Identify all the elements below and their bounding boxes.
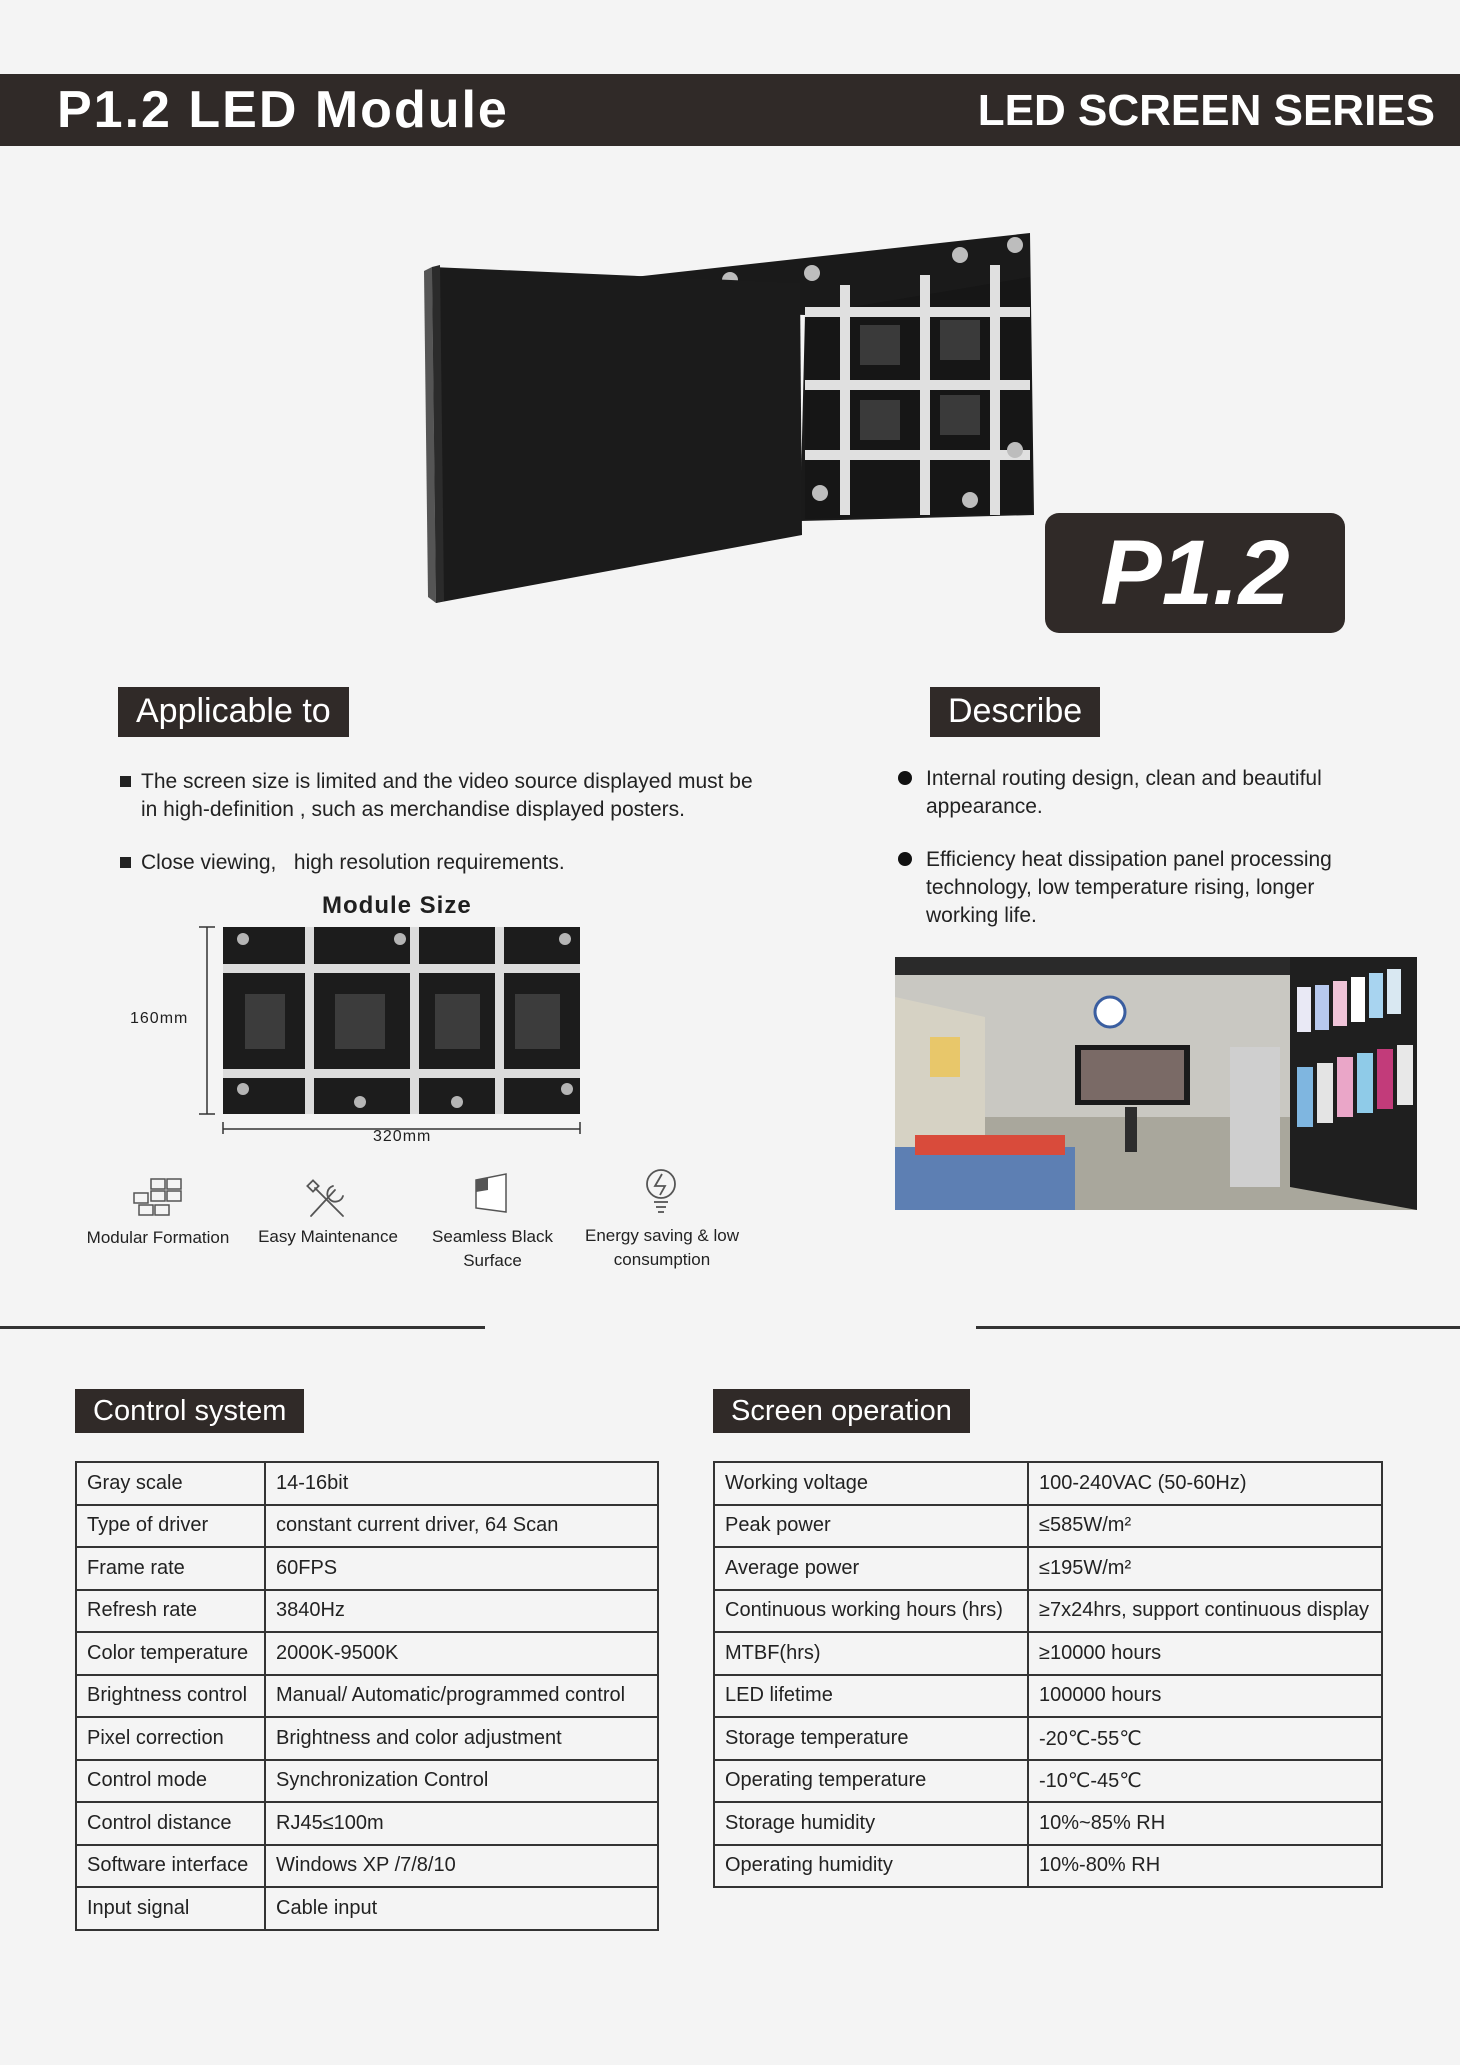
module-size-diagram	[195, 924, 595, 1134]
led-module-hero-image	[420, 225, 1040, 615]
spec-label: Storage humidity	[714, 1802, 1028, 1845]
spec-label: Peak power	[714, 1505, 1028, 1548]
spec-value: Manual/ Automatic/programmed control	[265, 1675, 658, 1718]
table-row	[714, 1462, 1382, 1505]
table-row	[76, 1590, 658, 1633]
spec-value: 10%~85% RH	[1028, 1802, 1382, 1845]
spec-value: 100-240VAC (50-60Hz)	[1028, 1462, 1382, 1505]
describe-heading: Describe	[930, 687, 1100, 737]
applicable-item-1: The screen size is limited and the video source displayed must be in high-definition , such as merchandise displayed posters.	[141, 770, 753, 821]
divider-right	[976, 1326, 1460, 1329]
spec-value: Brightness and color adjustment	[265, 1717, 658, 1760]
describe-item-1: Internal routing design, clean and beautiful appearance.	[926, 767, 1322, 818]
table-row	[76, 1760, 658, 1803]
applicable-item-2: Close viewing, high resolution requirements.	[141, 851, 565, 874]
bullet-dot	[898, 771, 912, 785]
page-title: P1.2 LED Module	[57, 81, 509, 139]
spec-label: Software interface	[76, 1845, 265, 1888]
table-row	[714, 1632, 1382, 1675]
table-row	[76, 1505, 658, 1548]
spec-label: Storage temperature	[714, 1717, 1028, 1760]
table-row	[714, 1547, 1382, 1590]
easy-maintenance-icon	[305, 1178, 351, 1222]
control-system-table	[75, 1461, 659, 1931]
bullet-square	[120, 776, 131, 787]
spec-label: Pixel correction	[76, 1717, 265, 1760]
spec-label: Brightness control	[76, 1675, 265, 1718]
modular-formation-icon	[133, 1178, 185, 1218]
spec-label: MTBF(hrs)	[714, 1632, 1028, 1675]
table-row	[714, 1802, 1382, 1845]
seamless-surface-icon	[474, 1172, 510, 1216]
header-bar	[0, 74, 1460, 146]
bullet-dot	[898, 852, 912, 866]
table-row	[714, 1675, 1382, 1718]
spec-label: Operating humidity	[714, 1845, 1028, 1888]
spec-label: Operating temperature	[714, 1760, 1028, 1803]
spec-label: Input signal	[76, 1887, 265, 1930]
table-row	[76, 1547, 658, 1590]
spec-value: constant current driver, 64 Scan	[265, 1505, 658, 1548]
spec-value: 3840Hz	[265, 1590, 658, 1633]
bullet-square	[120, 857, 131, 868]
table-row	[714, 1717, 1382, 1760]
applicable-heading: Applicable to	[118, 687, 349, 737]
energy-saving-icon	[643, 1168, 679, 1214]
control-system-heading: Control system	[75, 1389, 304, 1433]
feature-label-maintenance: Easy Maintenance	[258, 1227, 398, 1246]
spec-value: ≥7x24hrs, support continuous display	[1028, 1590, 1382, 1633]
spec-label: Control distance	[76, 1802, 265, 1845]
retail-store-photo	[895, 957, 1417, 1210]
spec-value: 100000 hours	[1028, 1675, 1382, 1718]
table-row	[76, 1717, 658, 1760]
table-row	[76, 1675, 658, 1718]
spec-value: 10%-80% RH	[1028, 1845, 1382, 1888]
spec-value: Cable input	[265, 1887, 658, 1930]
pitch-badge-text: P1.2	[1100, 522, 1290, 624]
spec-label: Refresh rate	[76, 1590, 265, 1633]
spec-value: 2000K-9500K	[265, 1632, 658, 1675]
feature-label-energy: Energy saving & low consumption	[584, 1226, 740, 1269]
module-size-title: Module Size	[322, 892, 472, 919]
module-width-label: 320mm	[373, 1128, 432, 1145]
table-row	[714, 1760, 1382, 1803]
pitch-badge	[1045, 513, 1345, 633]
feature-label-modular: Modular Formation	[86, 1228, 230, 1247]
spec-value: Synchronization Control	[265, 1760, 658, 1803]
spec-value: Windows XP /7/8/10	[265, 1845, 658, 1888]
spec-label: Working voltage	[714, 1462, 1028, 1505]
spec-label: Gray scale	[76, 1462, 265, 1505]
feature-label-seamless: Seamless Black Surface	[432, 1227, 553, 1270]
spec-value: ≥10000 hours	[1028, 1632, 1382, 1675]
spec-label: Continuous working hours (hrs)	[714, 1590, 1028, 1633]
table-row	[714, 1845, 1382, 1888]
table-row	[76, 1802, 658, 1845]
spec-value: ≤585W/m²	[1028, 1505, 1382, 1548]
table-row	[76, 1632, 658, 1675]
spec-label: Type of driver	[76, 1505, 265, 1548]
spec-label: LED lifetime	[714, 1675, 1028, 1718]
spec-value: -10℃-45℃	[1028, 1760, 1382, 1803]
screen-operation-table	[713, 1461, 1383, 1888]
spec-value: 14-16bit	[265, 1462, 658, 1505]
spec-label: Frame rate	[76, 1547, 265, 1590]
describe-item-2: Efficiency heat dissipation panel processing technology, low temperature rising, longer working life.	[926, 848, 1332, 927]
table-row	[76, 1887, 658, 1930]
table-row	[714, 1590, 1382, 1633]
screen-operation-heading: Screen operation	[713, 1389, 970, 1433]
table-row	[76, 1462, 658, 1505]
spec-value: ≤195W/m²	[1028, 1547, 1382, 1590]
series-label: LED SCREEN SERIES	[977, 86, 1435, 135]
spec-value: 60FPS	[265, 1547, 658, 1590]
spec-value: RJ45≤100m	[265, 1802, 658, 1845]
table-row	[714, 1505, 1382, 1548]
table-row	[76, 1845, 658, 1888]
spec-label: Average power	[714, 1547, 1028, 1590]
spec-label: Color temperature	[76, 1632, 265, 1675]
spec-value: -20℃-55℃	[1028, 1717, 1382, 1760]
divider-left	[0, 1326, 485, 1329]
module-height-label: 160mm	[130, 1010, 189, 1027]
spec-label: Control mode	[76, 1760, 265, 1803]
